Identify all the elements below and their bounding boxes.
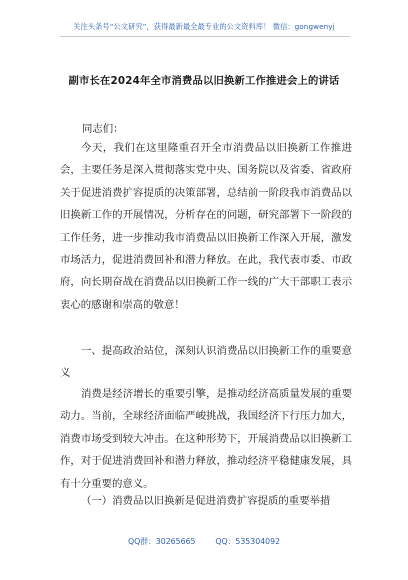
section-heading-1: 一、提高政治站位，深刻认识消费品以旧换新工作的重要意义 (60, 345, 352, 380)
subsection-heading-1: （一）消费品以旧换新是促进消费扩容提质的重要举措 (81, 495, 331, 507)
footer-note: QQ群：30265665 QQ：535304092 (127, 537, 281, 546)
document-title: 副市长在2024年全市消费品以旧换新工作推进会上的讲话 (68, 75, 340, 87)
paragraph-intro: 今天，我们在这里隆重召开全市消费品以旧换新工作推进会，主要任务是深入贯彻落实党中央、国务院以及省委、省政府关于促进消费扩容提质的决策部署，总结前一阶段我市消费品以旧换新工作的开展情况，分析存在的问题，研究部署下一阶段的工作任务，进一步推动我市消费品以旧换新工作深入开展，激发市场活力，促进消费回补和潜力释放。在此，我代表市委、市政府，向长期奋战在消费品以旧换新工作一线的广大干部职工表示衷心的感谢和崇高的敬意！ (60, 142, 352, 311)
paragraph-significance: 消费是经济增长的重要引擎，是推动经济高质量发展的重要动力。当前，全球经济面临严峻挑战，我国经济下行压力加大，消费市场受到较大冲击。在这种形势下，开展消费品以旧换新工作，对于促进消费回补和潜力释放，推动经济平稳健康发展，具有十分重要的意义。 (60, 388, 352, 490)
header-divider (60, 36, 350, 37)
greeting: 同志们： (82, 123, 124, 135)
header-note: 关注头条号“公文研究”，获得最新最全最专业的公文资料库！ 微信：gongwenyj (73, 22, 335, 31)
